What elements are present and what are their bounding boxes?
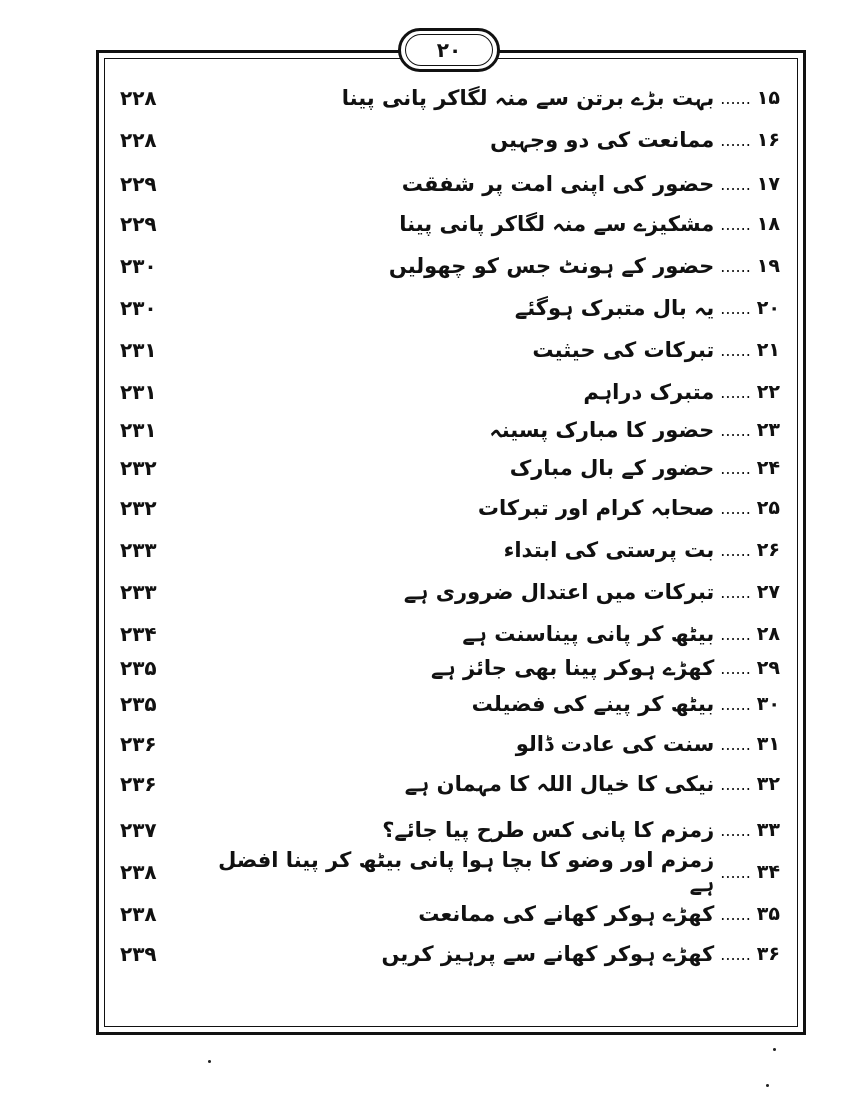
toc-row (120, 572, 780, 612)
toc-entry (382, 818, 780, 842)
toc-page: ۲۳۵ (120, 656, 157, 680)
toc-page: ۲۲۹ (120, 212, 157, 236)
toc-number: ۲۳ (756, 419, 780, 441)
toc-row (120, 372, 780, 412)
toc-dots: ...... (720, 340, 751, 360)
toc-title: زمزم اور وضو کا بچا ہوا پانی بیٹھ کر پینا افضل ہے (218, 848, 715, 896)
toc-entry (516, 732, 780, 756)
toc-row (120, 410, 780, 450)
scan-speck (766, 1084, 769, 1087)
toc-dots: ...... (720, 658, 751, 678)
toc-title: حضور کی اپنی امت پر شفقت (401, 172, 715, 196)
toc-dots: ...... (720, 820, 751, 840)
toc-dots: ...... (720, 382, 751, 402)
toc-entry (583, 380, 780, 404)
toc-page: ۲۳۱ (120, 418, 157, 442)
toc-page: ۲۲۸ (120, 128, 157, 152)
toc-number: ۳۳ (756, 819, 780, 841)
toc-number: ۲۴ (756, 457, 780, 479)
toc-entry (504, 538, 780, 562)
toc-title: تبرکات میں اعتدال ضروری ہے (403, 580, 715, 604)
toc-page: ۲۳۰ (120, 296, 157, 320)
toc-dots: ...... (720, 734, 751, 754)
toc-row (120, 164, 780, 204)
toc-dots: ...... (720, 174, 751, 194)
toc-entry (405, 772, 780, 796)
toc-title: بت پرستی کی ابتداء (503, 538, 715, 562)
toc-page: ۲۳۵ (120, 692, 157, 716)
toc-number: ۱۵ (756, 87, 780, 109)
toc-page: ۲۳۴ (120, 622, 157, 646)
toc-number: ۱۹ (756, 255, 780, 277)
toc-title: کھڑے ہوکر کھانے سے پرہیز کریں (381, 942, 715, 966)
toc-title: حضور کے ہونٹ جس کو چھولیں (388, 254, 715, 278)
toc-number: ۳۲ (756, 773, 780, 795)
toc-row (120, 648, 780, 688)
toc-entry (431, 656, 780, 680)
toc-entry (399, 212, 780, 236)
toc-number: ۱۷ (756, 173, 780, 195)
toc-number: ۲۱ (756, 339, 780, 361)
toc-title: نیکی کا خیال اللہ کا مہمان ہے (404, 772, 715, 796)
toc-entry (472, 692, 780, 716)
toc-entry (190, 848, 780, 896)
toc-number: ۲۸ (756, 623, 780, 645)
toc-page: ۲۳۶ (120, 772, 157, 796)
toc-title: حضور کا مبارک پسینہ (489, 418, 715, 442)
toc-page: ۲۳۳ (120, 580, 157, 604)
toc-dots: ...... (720, 498, 751, 518)
toc-page: ۲۲۸ (120, 86, 157, 110)
toc-dots: ...... (720, 256, 751, 276)
toc-title: زمزم کا پانی کس طرح پیا جائے؟ (382, 818, 715, 842)
toc-row (120, 764, 780, 804)
toc-row (120, 724, 780, 764)
toc-dots: ...... (720, 420, 751, 440)
toc-row (120, 488, 780, 528)
toc-row (120, 894, 780, 934)
toc-page: ۲۳۶ (120, 732, 157, 756)
toc-page: ۲۳۱ (120, 338, 157, 362)
toc-dots: ...... (720, 904, 751, 924)
toc-entry (490, 128, 780, 152)
toc-entry (478, 496, 780, 520)
toc-number: ۲۰ (756, 297, 780, 319)
toc-title: بیٹھ کر پینے کی فضیلت (471, 692, 715, 716)
toc-number: ۲۹ (756, 657, 780, 679)
toc-title: بہت بڑے برتن سے منہ لگاکر پانی پینا (341, 86, 715, 110)
toc-dots: ...... (720, 944, 751, 964)
toc-number: ۳۶ (756, 943, 780, 965)
toc-number: ۳۴ (756, 861, 780, 883)
toc-number: ۳۱ (756, 733, 780, 755)
toc-row (120, 330, 780, 370)
toc-entry (404, 580, 780, 604)
toc-number: ۳۵ (756, 903, 780, 925)
toc-row (120, 204, 780, 244)
toc-dots: ...... (720, 862, 751, 882)
toc-dots: ...... (720, 130, 751, 150)
toc-title: صحابہ کرام اور تبرکات (477, 496, 715, 520)
toc-number: ۲۵ (756, 497, 780, 519)
toc-row (120, 246, 780, 286)
toc-number: ۲۲ (756, 381, 780, 403)
toc-entry (489, 418, 780, 442)
toc-dots: ...... (720, 774, 751, 794)
toc-row (120, 810, 780, 850)
toc-page: ۲۳۲ (120, 496, 157, 520)
toc-page: ۲۳۸ (120, 860, 157, 884)
toc-dots: ...... (720, 694, 751, 714)
toc-dots: ...... (720, 624, 751, 644)
toc-row (120, 288, 780, 328)
toc-page: ۲۳۹ (120, 942, 157, 966)
toc-title: سنت کی عادت ڈالو (515, 732, 715, 756)
toc-number: ۱۸ (756, 213, 780, 235)
toc-dots: ...... (720, 458, 751, 478)
toc-entry (342, 86, 780, 110)
toc-title: مشکیزے سے منہ لگاکر پانی پینا (399, 212, 715, 236)
toc-number: ۲۶ (756, 539, 780, 561)
toc-number: ۲۷ (756, 581, 780, 603)
toc-page: ۲۳۰ (120, 254, 157, 278)
toc-row (120, 684, 780, 724)
toc-entry (402, 172, 780, 196)
toc-dots: ...... (720, 88, 751, 108)
toc-dots: ...... (720, 582, 751, 602)
toc-title: متبرک دراہم (583, 380, 715, 404)
toc-entry (515, 296, 780, 320)
toc-title: تبرکات کی حیثیت (532, 338, 715, 362)
toc-title: ممانعت کی دو وجہیں (490, 128, 715, 152)
toc-entry (381, 942, 780, 966)
toc-dots: ...... (720, 540, 751, 560)
toc-row (120, 448, 780, 488)
toc-page: ۲۳۸ (120, 902, 157, 926)
toc-title: کھڑے ہوکر پینا بھی جائز ہے (431, 656, 715, 680)
toc-page: ۲۳۱ (120, 380, 157, 404)
scan-speck (773, 1048, 776, 1051)
toc-title: یہ بال متبرک ہوگئے (514, 296, 715, 320)
toc-row (120, 120, 780, 160)
toc-title: کھڑے ہوکر کھانے کی ممانعت (418, 902, 715, 926)
toc-number: ۱۶ (756, 129, 780, 151)
scan-speck (208, 1060, 211, 1063)
toc-page: ۲۲۹ (120, 172, 157, 196)
toc-number: ۳۰ (756, 693, 780, 715)
toc-entry (418, 902, 780, 926)
toc-entry (389, 254, 780, 278)
toc-row (120, 848, 780, 896)
page-number: ۲۰ (405, 34, 493, 66)
toc-entry (510, 456, 780, 480)
toc-row (120, 934, 780, 974)
toc-title: بیٹھ کر پانی پیناسنت ہے (462, 622, 715, 646)
toc-page: ۲۳۷ (120, 818, 157, 842)
toc-dots: ...... (720, 214, 751, 234)
toc-entry (532, 338, 780, 362)
toc-page: ۲۳۳ (120, 538, 157, 562)
toc-entry (462, 622, 780, 646)
toc-title: حضور کے بال مبارک (509, 456, 715, 480)
toc-page: ۲۳۲ (120, 456, 157, 480)
toc-row (120, 78, 780, 118)
toc-dots: ...... (720, 298, 751, 318)
toc-row (120, 530, 780, 570)
